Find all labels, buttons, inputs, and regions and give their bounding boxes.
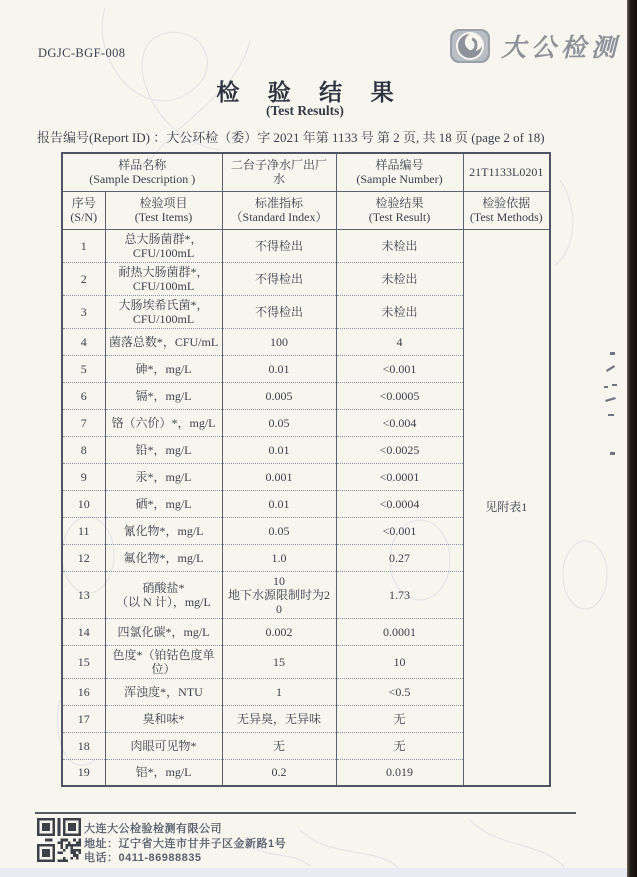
cell-item: 肉眼可见物*	[105, 732, 222, 759]
col-header-methods: 检验依据 (Test Methods)	[463, 191, 550, 229]
cell-methods: 见附表1	[463, 229, 550, 786]
cell-standard: 0.002	[222, 618, 336, 645]
cell-standard: 15	[222, 645, 336, 678]
cell-sn: 14	[62, 618, 105, 645]
cell-item: 铅*，mg/L	[105, 436, 222, 463]
cell-standard: 1.0	[222, 544, 336, 571]
col-header-result: 检验结果 (Test Result)	[336, 191, 463, 229]
cell-result: 未检出	[336, 295, 463, 328]
sample-name-value: 二台子净水厂出厂水	[222, 153, 336, 191]
cell-item: 浑浊度*，NTU	[105, 678, 222, 705]
cell-result: 1.73	[336, 571, 463, 618]
cell-sn: 10	[62, 490, 105, 517]
report-id-line: 报告编号(Report ID) ：大公环检（委）字 2021 年第 1133 号 第 2 页, 共 18 页 (page 2 of 18)	[37, 130, 545, 145]
cell-sn: 11	[62, 517, 105, 544]
results-table	[61, 152, 551, 787]
cell-sn: 12	[62, 544, 105, 571]
cell-sn: 17	[62, 705, 105, 732]
company-logo	[449, 27, 621, 65]
cell-sn: 4	[62, 328, 105, 355]
col-header-sn: 序号 (S/N)	[62, 191, 105, 229]
cell-item: 总大肠菌群*， CFU/100mL	[105, 229, 222, 262]
cell-standard: 0.005	[222, 382, 336, 409]
results-tbody	[62, 229, 550, 786]
footer-company: 大连大公检验检测有限公司	[84, 823, 222, 835]
cell-item: 铬（六价）*，mg/L	[105, 409, 222, 436]
footer-divider	[35, 812, 576, 814]
dagong-logo-icon	[449, 27, 493, 65]
cell-result: <0.0025	[336, 436, 463, 463]
cell-result: <0.001	[336, 355, 463, 382]
scan-right-edge	[627, 0, 637, 877]
cell-sn: 6	[62, 382, 105, 409]
cell-standard: 0.05	[222, 409, 336, 436]
cell-sn: 18	[62, 732, 105, 759]
cell-standard: 0.01	[222, 355, 336, 382]
cell-sn: 15	[62, 645, 105, 678]
cell-standard: 不得检出	[222, 262, 336, 295]
footer-info	[84, 822, 286, 866]
cell-result: <0.0004	[336, 490, 463, 517]
cell-sn: 2	[62, 262, 105, 295]
cell-sn: 9	[62, 463, 105, 490]
page-title: 检 验 结 果	[216, 79, 405, 105]
cell-item: 氟化物*，mg/L	[105, 544, 222, 571]
cell-result: <0.0001	[336, 463, 463, 490]
form-code: DGJC-BGF-008	[38, 46, 126, 60]
cell-item: 菌落总数*，CFU/mL	[105, 328, 222, 355]
sample-name-label: 样品名称 (Sample Description )	[62, 153, 222, 191]
col-header-standard: 标准指标 （Standard Index）	[222, 191, 336, 229]
cell-item: 四氯化碳*，mg/L	[105, 618, 222, 645]
cell-standard: 1	[222, 678, 336, 705]
cell-item: 臭和味*	[105, 705, 222, 732]
qr-code	[37, 818, 81, 862]
sample-number-label: 样品编号 (Sample Number)	[336, 153, 463, 191]
cell-item: 铝*，mg/L	[105, 759, 222, 786]
cell-sn: 5	[62, 355, 105, 382]
cell-standard: 0.001	[222, 463, 336, 490]
footer-address: 地址：辽宁省大连市甘井子区金新路1号	[84, 837, 287, 850]
cell-item: 硝酸盐* （以 N 计），mg/L	[105, 571, 222, 618]
cell-result: 0.27	[336, 544, 463, 571]
cell-result: 无	[336, 732, 463, 759]
page-subtitle: (Test Results)	[266, 103, 344, 118]
cell-item: 氰化物*，mg/L	[105, 517, 222, 544]
cell-result: 未检出	[336, 262, 463, 295]
cell-result: <0.0005	[336, 382, 463, 409]
cell-standard: 0.05	[222, 517, 336, 544]
cell-standard: 无	[222, 732, 336, 759]
table-row	[62, 229, 550, 262]
cell-standard: 0.01	[222, 490, 336, 517]
cell-item: 镉*，mg/L	[105, 382, 222, 409]
cell-item: 色度*（铂钴色度单位）	[105, 645, 222, 678]
cell-result: <0.004	[336, 409, 463, 436]
cell-result: 0.0001	[336, 618, 463, 645]
ink-bleed-marks	[598, 348, 624, 468]
column-header-row	[62, 191, 550, 229]
cell-standard: 无异臭，无异味	[222, 705, 336, 732]
cell-sn: 1	[62, 229, 105, 262]
cell-result: 无	[336, 705, 463, 732]
cell-sn: 19	[62, 759, 105, 786]
cell-result: <0.001	[336, 517, 463, 544]
cell-standard: 0.2	[222, 759, 336, 786]
cell-result: 0.019	[336, 759, 463, 786]
cell-item: 大肠埃希氏菌*， CFU/100mL	[105, 295, 222, 328]
cell-item: 汞*，mg/L	[105, 463, 222, 490]
cell-sn: 13	[62, 571, 105, 618]
scan-bottom-strip	[0, 868, 627, 877]
sample-header-row	[62, 153, 550, 191]
cell-sn: 3	[62, 295, 105, 328]
cell-result: 未检出	[336, 229, 463, 262]
cell-item: 砷*，mg/L	[105, 355, 222, 382]
cell-standard: 不得检出	[222, 229, 336, 262]
brand-name: 大公检测	[500, 35, 621, 62]
footer-phone: 电话：0411-86988835	[84, 852, 202, 864]
cell-sn: 16	[62, 678, 105, 705]
cell-item: 耐热大肠菌群*， CFU/100mL	[105, 262, 222, 295]
cell-standard: 100	[222, 328, 336, 355]
cell-result: <0.5	[336, 678, 463, 705]
col-header-items: 检验项目 (Test Items)	[105, 191, 222, 229]
cell-standard: 10 地下水源限制时为20	[222, 571, 336, 618]
cell-item: 硒*，mg/L	[105, 490, 222, 517]
cell-sn: 7	[62, 409, 105, 436]
cell-standard: 0.01	[222, 436, 336, 463]
cell-result: 4	[336, 328, 463, 355]
cell-standard: 不得检出	[222, 295, 336, 328]
sample-number-value: 21T1133L0201	[463, 153, 550, 191]
cell-sn: 8	[62, 436, 105, 463]
cell-result: 10	[336, 645, 463, 678]
